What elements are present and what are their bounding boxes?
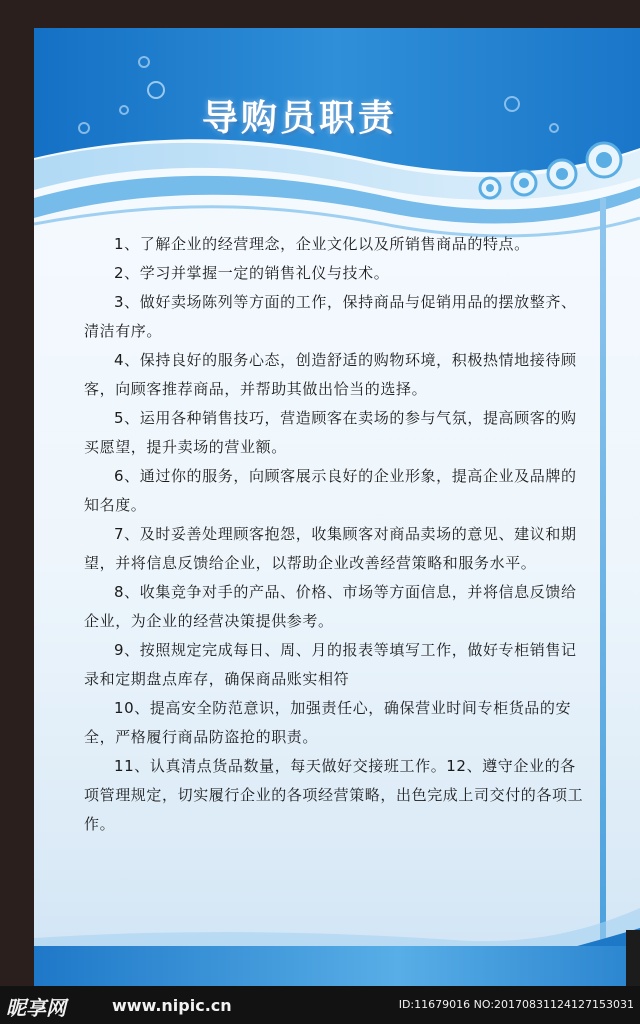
duties-text (84, 230, 590, 839)
duty-item-10: 10、提高安全防范意识，加强责任心，确保营业时间专柜货品的安全，严格履行商品防盗抢的职责。 (84, 699, 572, 746)
poster-board (34, 28, 640, 986)
duty-item-11: 11、认真清点货品数量，每天做好交接班工作。12、遵守企业的各项管理规定，切实履行企业的各项经营策略，出色完成上司交付的各项工作。 (84, 757, 584, 833)
bottom-band (34, 946, 640, 986)
duty-item-4: 4、保持良好的服务心态，创造舒适的购物环境，积极热情地接待顾客，向顾客推荐商品，并帮助其做出恰当的选择。 (84, 351, 577, 398)
right-edge-strip (626, 930, 640, 990)
watermark-footer (0, 986, 640, 1024)
watermark-id: ID:11679016 NO:20170831124127153031 (398, 998, 634, 1011)
watermark-logo: 昵享网 (6, 996, 66, 1020)
duty-item-3: 3、做好卖场陈列等方面的工作，保持商品与促销用品的摆放整齐、清洁有序。 (84, 293, 577, 340)
duty-item-8: 8、收集竞争对手的产品、价格、市场等方面信息，并将信息反馈给企业，为企业的经营决策提供参考。 (84, 583, 577, 630)
board-title: 导购员职责 (202, 98, 398, 139)
right-decorative-rail (600, 198, 606, 960)
duty-item-6: 6、通过你的服务，向顾客展示良好的企业形象，提高企业及品牌的知名度。 (84, 467, 577, 514)
duty-item-5: 5、运用各种销售技巧，营造顾客在卖场的参与气氛，提高顾客的购买愿望，提升卖场的营业额。 (84, 409, 577, 456)
duty-item-1: 1、了解企业的经营理念，企业文化以及所销售商品的特点。 (114, 235, 530, 253)
duty-item-7: 7、及时妥善处理顾客抱怨，收集顾客对商品卖场的意见、建议和期望，并将信息反馈给企业，以帮助企业改善经营策略和服务水平。 (84, 525, 577, 572)
duty-item-2: 2、学习并掌握一定的销售礼仪与技术。 (114, 264, 390, 282)
watermark-site: www.nipic.cn (112, 996, 232, 1015)
duty-item-9: 9、按照规定完成每日、周、月的报表等填写工作，做好专柜销售记录和定期盘点库存，确保商品账实相符 (84, 641, 577, 688)
